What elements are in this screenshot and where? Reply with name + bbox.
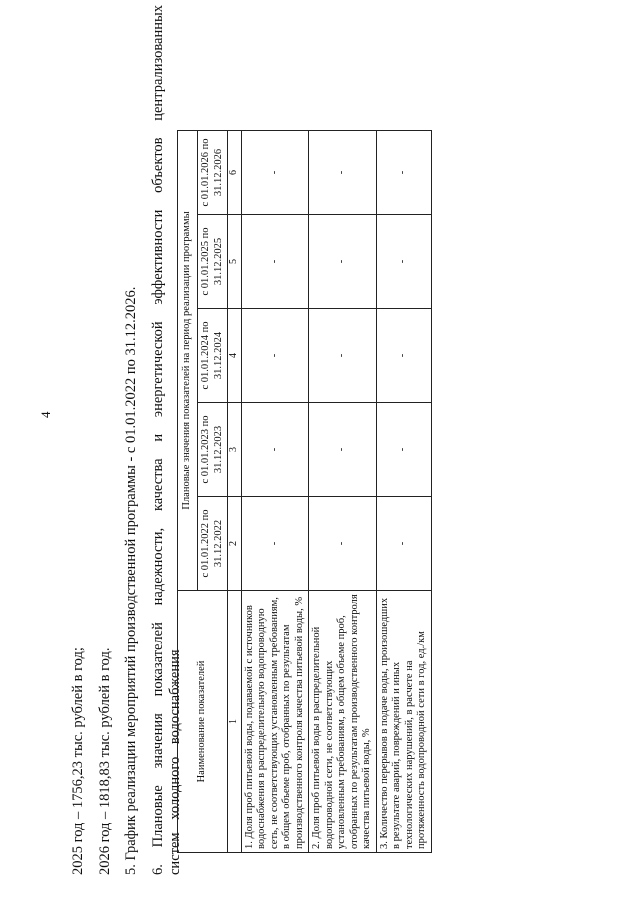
- column-number: 6: [228, 131, 242, 215]
- column-number: 3: [228, 403, 242, 497]
- period-header: с 01.01.2024 по 31.12.2024: [198, 309, 228, 403]
- table-row: [376, 131, 431, 853]
- indicator-value: -: [376, 403, 431, 497]
- period-header: с 01.01.2023 по 31.12.2023: [198, 403, 228, 497]
- indicator-name: 2. Доля проб питьевой воды в распределительной водопроводной сети, не соответствующих установленным требованиям, в общем объеме проб, отобранных по результатам производственного контроля качества питьевой воды, %: [309, 591, 377, 853]
- indicator-value: -: [241, 215, 309, 309]
- indicator-value: -: [241, 497, 309, 591]
- period-header: с 01.01.2022 по 31.12.2022: [198, 497, 228, 591]
- column-number: 5: [228, 215, 242, 309]
- indicator-value: -: [241, 131, 309, 215]
- indicator-name-header: Наименование показателей: [178, 591, 228, 853]
- indicator-name: 3. Количество перерывов в подаче воды, произошедших в результате аварий, повреждений и иных технологических нарушений, в расчете на протяженность водопроводной сети в год, ед./км: [376, 591, 431, 853]
- period-header: с 01.01.2025 по 31.12.2025: [198, 215, 228, 309]
- indicator-name: 1. Доля проб питьевой воды, подаваемой с источников водоснабжения в распределительную водопроводную сеть, не соответствующих установленным требованиям, в общем объеме проб, отобранных по результатам производственного контроля качества питьевой воды, %: [241, 591, 309, 853]
- plan-values-header: Плановые значения показателей на период реализации программы: [178, 131, 198, 591]
- column-number: 4: [228, 309, 242, 403]
- indicator-value: -: [309, 497, 377, 591]
- indicator-value: -: [309, 215, 377, 309]
- indicator-value: -: [309, 309, 377, 403]
- column-number: 2: [228, 497, 242, 591]
- schedule-heading: 5. График реализации мероприятий производственной программы - с 01.01.2022 по 31.12.2026.: [123, 286, 139, 875]
- indicator-value: -: [376, 497, 431, 591]
- indicator-value: -: [376, 309, 431, 403]
- page-number: 4: [38, 411, 53, 418]
- period-header: с 01.01.2026 по 31.12.2026: [198, 131, 228, 215]
- table-row: [241, 131, 309, 853]
- indicator-value: -: [376, 215, 431, 309]
- indicator-value: -: [309, 131, 377, 215]
- table-row: [309, 131, 377, 853]
- cost-2026-line: 2026 год – 1818,83 тыс. рублей в год.: [97, 647, 113, 875]
- indicator-value: -: [241, 403, 309, 497]
- indicators-table: [177, 130, 432, 853]
- indicator-value: -: [309, 403, 377, 497]
- indicator-value: -: [241, 309, 309, 403]
- column-number: 1: [228, 591, 242, 853]
- indicators-heading: 6. Плановые значения показателей надежности, качества и энергетической эффективности объектов централизованных систем холодного водоснабжения: [150, 5, 183, 875]
- cost-2025-line: 2025 год – 1756,23 тыс. рублей в год;: [70, 647, 86, 875]
- indicator-value: -: [376, 131, 431, 215]
